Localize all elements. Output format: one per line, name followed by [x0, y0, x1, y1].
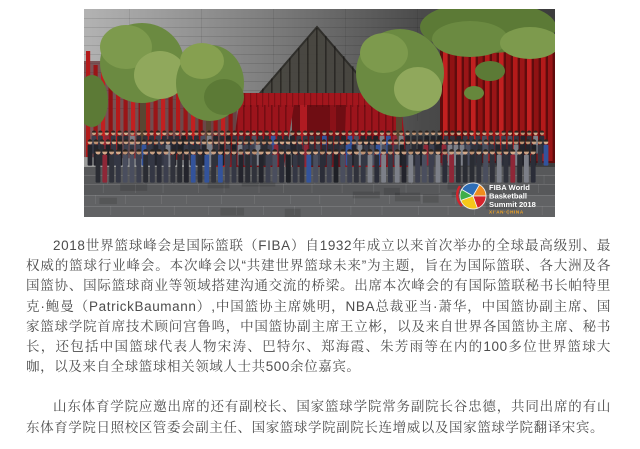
article-body [26, 236, 611, 438]
article-paragraph-1: 2018世界篮球峰会是国际篮联（FIBA）自1932年成立以来首次举办的全球最高级别、最权威的篮球行业峰会。本次峰会以“共建世界篮球未来”为主题，旨在为国际篮联、各大洲及各国篮协、国际篮球商业等领域搭建沟通交流的桥梁。出席本次峰会的有国际篮联秘书长帕特里克·鲍曼（PatrickBaumann）,中国篮协主席姚明，NBA总裁亚当·萧华，中国篮协副主席、国家篮球学院首席技术顾问宫鲁鸣，中国篮协副主席王立彬，以及来自世界各国篮协主席、秘书长，还包括中国篮球代表人物宋涛、巴特尔、郑海霞、朱芳雨等在内的100多位世界篮球大咖，以及来自全球篮球相关领域人士共500余位嘉宾。 [26, 238, 611, 375]
logo-text-line1: FIBA World [489, 183, 530, 192]
logo-text-line2: Basketball [489, 191, 527, 201]
article-paragraph-2: 山东体育学院应邀出席的还有副校长、国家篮球学院常务副院长谷忠德，共同出席的有山东体育学院日照校区管委会副主任、国家篮球学院副院长连增威以及国家篮球学院翻译宋宾。 [26, 399, 611, 435]
photo-illustration [84, 9, 555, 217]
logo-text-line3: Summit 2018 [489, 200, 536, 209]
logo-tagline: XI'AN·CHINA [489, 209, 524, 215]
summit-group-photo [84, 9, 555, 217]
